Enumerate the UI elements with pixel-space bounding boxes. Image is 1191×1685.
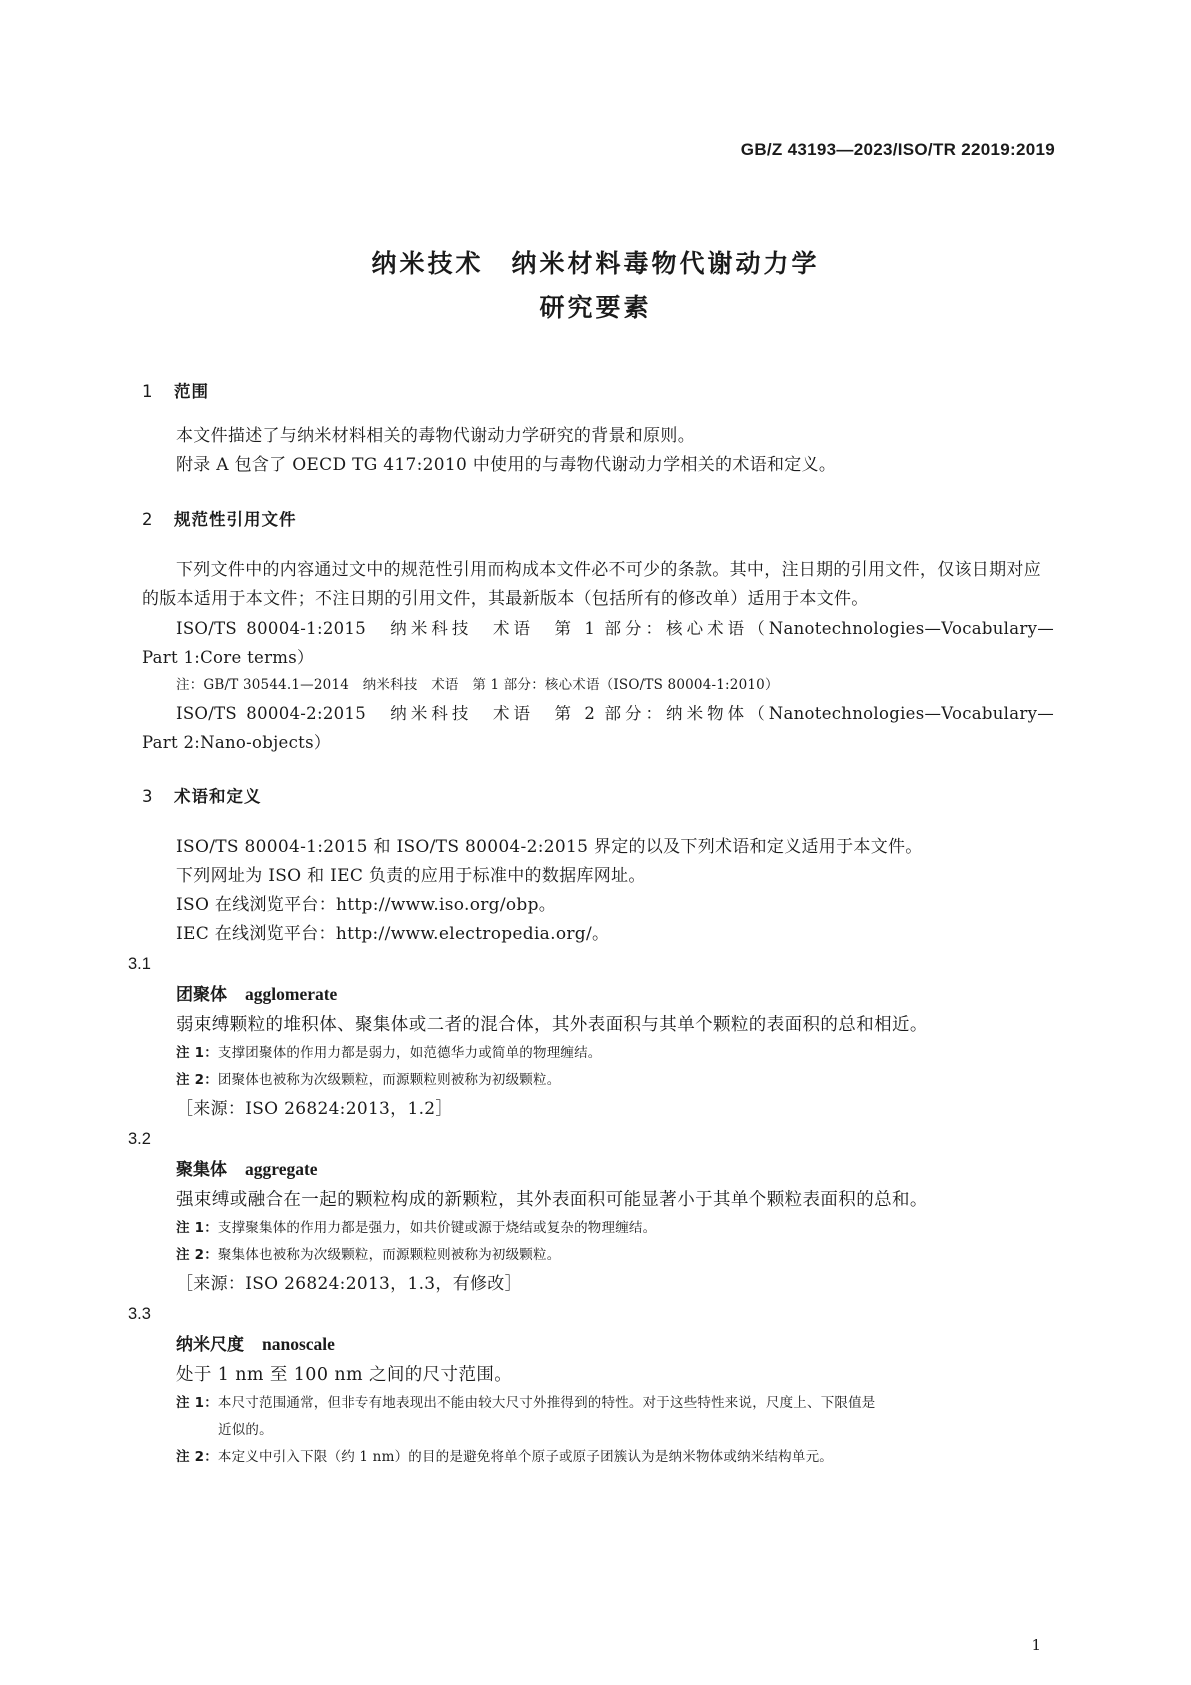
term-en: aggregate xyxy=(245,1159,318,1179)
paragraph: ISO/TS 80004-1:2015 和 ISO/TS 80004-2:2015 界定的以及下列术语和定义适用于本文件。 xyxy=(176,837,923,857)
note-label: 注 2： xyxy=(176,1072,218,1088)
term-entry xyxy=(142,1154,1054,1185)
title-line-2: 研究要素 xyxy=(539,293,652,322)
paragraph: 下列网址为 ISO 和 IEC 负责的应用于标准中的数据库网址。 xyxy=(176,866,646,886)
note-text: 本定义中引入下限（约 1 nm）的目的是避免将单个原子或原子团簇认为是纳米物体或纳米结构单元。 xyxy=(217,1449,833,1465)
term-note xyxy=(142,1242,1054,1269)
term-note xyxy=(142,1444,1054,1471)
document-title xyxy=(0,242,1191,330)
paragraph: IEC 在线浏览平台：http://www.electropedia.org/。 xyxy=(176,924,610,944)
term-zh: 聚集体 xyxy=(176,1160,227,1180)
term-definition: 处于 1 nm 至 100 nm 之间的尺寸范围。 xyxy=(176,1365,513,1385)
term-source: ［来源：ISO 26824:2013，1.2］ xyxy=(176,1099,453,1119)
note-label: 注 2： xyxy=(176,1247,218,1263)
reference-line: ISO/TS 80004-1:2015 纳米科技 术语 第 1 部分：核心术语（Nanotechnologies—Vocabulary— xyxy=(176,619,1054,638)
page-number: 1 xyxy=(1031,1636,1041,1654)
title-line-1: 纳米技术 纳米材料毒物代谢动力学 xyxy=(371,249,820,278)
term-number: 3.1 xyxy=(128,955,151,973)
note-text: 支撑团聚体的作用力都是弱力，如范德华力或简单的物理缠结。 xyxy=(217,1045,602,1061)
note-text-continued: 近似的。 xyxy=(218,1422,273,1438)
term-zh: 纳米尺度 xyxy=(176,1335,244,1355)
section-title: 术语和定义 xyxy=(174,787,262,806)
section-number: 3 xyxy=(142,787,154,806)
section-title: 范围 xyxy=(174,382,209,401)
document-body xyxy=(128,378,1054,1471)
reference-line: ISO/TS 80004-2:2015 纳米科技 术语 第 2 部分：纳米物体（Nanotechnologies—Vocabulary— xyxy=(176,704,1054,723)
note-label: 注 1： xyxy=(176,1220,218,1236)
note-label: 注 1： xyxy=(176,1045,218,1061)
term-number: 3.3 xyxy=(128,1305,151,1323)
term-en: agglomerate xyxy=(245,984,338,1004)
term-definition: 弱束缚颗粒的堆积体、聚集体或二者的混合体，其外表面积与其单个颗粒的表面积的总和相近。 xyxy=(176,1015,928,1035)
term-entry xyxy=(142,1329,1054,1360)
paragraph: 本文件描述了与纳米材料相关的毒物代谢动力学研究的背景和原则。 xyxy=(176,426,695,446)
standard-code: GB/Z 43193—2023/ISO/TR 22019:2019 xyxy=(740,140,1055,159)
note-text: 聚集体也被称为次级颗粒，而源颗粒则被称为初级颗粒。 xyxy=(217,1247,561,1263)
section-1-heading xyxy=(142,378,1054,402)
section-3-heading xyxy=(142,783,1054,807)
note-label: 注 1： xyxy=(176,1395,218,1411)
term-definition: 强束缚或融合在一起的颗粒构成的新颗粒，其外表面积可能显著小于其单个颗粒表面积的总和。 xyxy=(176,1190,928,1210)
section-number: 1 xyxy=(142,382,154,401)
note-label: 注 2： xyxy=(176,1449,218,1465)
reference-note: 注：GB/T 30544.1—2014 纳米科技 术语 第 1 部分：核心术语（ISO/TS 80004-1:2010） xyxy=(176,677,779,693)
section-2-heading xyxy=(142,506,1054,530)
reference-line: Part 1:Core terms） xyxy=(142,648,314,667)
term-en: nanoscale xyxy=(262,1334,335,1354)
normative-reference xyxy=(142,614,1054,672)
reference-line: Part 2:Nano-objects） xyxy=(142,733,331,752)
paragraph: 下列文件中的内容通过文中的规范性引用而构成本文件必不可少的条款。其中，注日期的引用文件，仅该日期对应的版本适用于本文件；不注日期的引用文件，其最新版本（包括所有的修改单）适用于本文件。 xyxy=(142,560,1041,609)
note-text: 支撑聚集体的作用力都是强力，如共价键或源于烧结或复杂的物理缠结。 xyxy=(217,1220,657,1236)
normative-reference xyxy=(142,699,1054,757)
note-text: 团聚体也被称为次级颗粒，而源颗粒则被称为初级颗粒。 xyxy=(217,1072,561,1088)
term-source: ［来源：ISO 26824:2013，1.3，有修改］ xyxy=(176,1274,522,1294)
term-note xyxy=(142,1067,1054,1094)
term-number: 3.2 xyxy=(128,1130,151,1148)
term-note xyxy=(142,1390,1054,1444)
term-note xyxy=(142,1215,1054,1242)
paragraph: 附录 A 包含了 OECD TG 417:2010 中使用的与毒物代谢动力学相关的术语和定义。 xyxy=(176,455,837,475)
section-number: 2 xyxy=(142,510,154,529)
term-zh: 团聚体 xyxy=(176,985,227,1005)
term-note xyxy=(142,1040,1054,1067)
term-entry xyxy=(142,979,1054,1010)
paragraph: ISO 在线浏览平台：http://www.iso.org/obp。 xyxy=(176,895,557,915)
section-title: 规范性引用文件 xyxy=(174,510,297,529)
note-text: 本尺寸范围通常，但非专有地表现出不能由较大尺寸外推得到的特性。对于这些特性来说，尺度上、下限值是 xyxy=(217,1395,876,1411)
